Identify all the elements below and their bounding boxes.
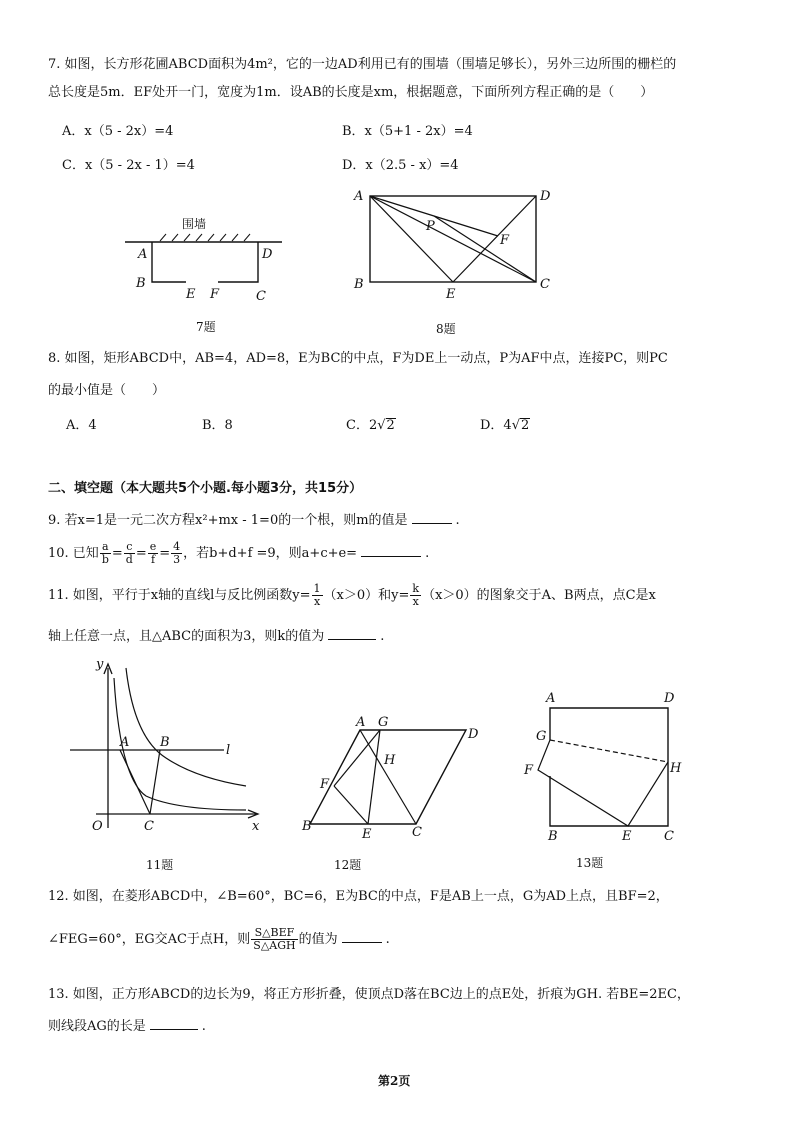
fig7-label-f: F [210,287,220,302]
q13-line1: 13. 如图，正方形ABCD的边长为9，将正方形折叠，使顶点D落在BC边上的点E处，折痕为GH. 若BE=2EC， [48,987,690,1002]
q12-line2: ∠FEG=60°，EG交AC于点H，则 $\frac{\text{S△BEF}}{\text{S△AGH}}$ 的值为 . [48,926,390,952]
q11-frac-1x: $\frac{1}{x}$ [313,582,321,608]
fig11-label-c: C [144,819,154,834]
fig7-label-e: E [186,287,196,302]
fig12-label-b: B [302,819,312,834]
q9-line: 9. 若x=1是一元二次方程x²+mx - 1=0的一个根，则m的值是 . [48,513,460,528]
fig7-label-d: D [262,247,273,262]
fig11-label-b: B [160,735,170,750]
fig8-label-f: F [500,233,510,248]
page-number: 第2页 [378,1074,411,1088]
q7-option-c: C．x（5 - 2x - 1）=4 [62,158,195,173]
fig7-label-c: C [256,289,266,304]
q8-line2: 的最小值是（ ） [48,383,166,398]
fig12-label-c: C [412,825,422,840]
fig13-label-b: B [548,829,558,844]
section-fill-in-title: 二、填空题（本大题共5个小题.每小题3分，共15分） [48,481,363,496]
fig12-label-e: E [362,827,372,842]
q12-line1: 12. 如图，在菱形ABCD中，∠B=60°，BC=6，E为BC的中点，F是AB上一点，G为AD上点，且BF=2， [48,889,669,904]
fig13-label-e: E [622,829,632,844]
q11-line2: 轴上任意一点，且△ABC的面积为3，则k的值为 . [48,629,385,644]
q13-line2: 则线段AG的长是 . [48,1019,206,1034]
fig12-label-g: G [378,715,389,730]
q13-answer-blank[interactable] [150,1029,198,1030]
fig8-label-e: E [446,287,456,302]
fig13-label-f: F [524,763,534,778]
q7-option-d: D．x（2.5 - x）=4 [342,158,459,173]
q12-area-ratio: $\frac{\text{S△BEF}}{\text{S△AGH}}$ [253,926,296,952]
fig13-label-a: A [546,691,556,706]
caption-q7: 7题 [196,320,216,334]
q8-option-c: C．2√2 [346,418,395,433]
caption-q11: 11题 [146,858,174,872]
q7-option-a: A．x（5 - 2x）=4 [62,124,174,139]
fig7-label-a: A [138,247,148,262]
fig8-label-b: B [354,277,364,292]
fig12-label-a: A [356,715,366,730]
q8-line1: 8. 如图，矩形ABCD中，AB=4，AD=8，E为BC的中点，F为DE上一动点，P为AF中点，连接PC，则PC [48,351,668,366]
q7-line2: 总长度是5m．EF处开一门，宽度为1m．设AB的长度是xm，根据题意，下面所列方程正确的是（ ） [48,85,654,100]
q10-frac-cd: $\frac{c}{d}$ [125,540,133,566]
fig12-label-h: H [384,753,396,768]
q10-frac-value: $\frac{4}{3}$ [173,540,181,566]
figure-q12 [300,712,500,842]
fig11-label-o: O [92,819,103,834]
caption-q13: 13题 [576,856,604,870]
q10-line: 10. 已知 $\frac{a}{b}$ = $\frac{c}{d}$ = $\frac{e}{f}$ = $\frac{4}{3}$ ，若b+d+f =9，则a+c+e= . [48,540,430,566]
q10-frac-ab: $\frac{a}{b}$ [101,540,109,566]
fig8-label-a: A [354,189,364,204]
fig11-label-y: y [96,657,104,672]
fig13-label-h: H [670,761,682,776]
fig7-wall-label: 围墙 [182,217,207,231]
fig11-label-l: l [226,743,231,758]
figure-q8 [350,186,560,306]
fig8-label-c: C [540,277,550,292]
fig13-label-g: G [536,729,547,744]
fig8-label-p: P [426,219,435,234]
q11-answer-blank[interactable] [328,639,376,640]
q8-option-b: B．8 [202,418,233,433]
q7-line1: 7. 如图，长方形花圃ABCD面积为4m²，它的一边AD利用已有的围墙（围墙足够长），另外三边所围的栅栏的 [48,57,677,72]
fig12-label-d: D [468,727,479,742]
fig13-label-c: C [664,829,674,844]
caption-q8: 8题 [436,322,456,336]
q11-line1: 11. 如图，平行于x轴的直线l与反比例函数y= $\frac{1}{x}$ （x＞0）和y= $\frac{k}{x}$ （x＞0）的图象交于A、B两点，点C是x [48,582,656,608]
figure-q11 [86,658,266,838]
figure-q13 [520,690,700,844]
q8-option-d: D．4√2 [480,418,530,433]
caption-q12: 12题 [334,858,362,872]
fig11-label-a: A [120,735,130,750]
q10-frac-ef: $\frac{e}{f}$ [149,540,157,566]
fig12-label-f: F [320,777,330,792]
q11-frac-kx: $\frac{k}{x}$ [412,582,420,608]
q9-answer-blank[interactable] [412,523,452,524]
fig11-label-x: x [252,819,260,834]
fig8-label-d: D [540,189,551,204]
q8-option-a: A．4 [66,418,97,433]
q10-answer-blank[interactable] [361,556,421,557]
figure-q7 [120,210,290,310]
fig13-label-d: D [664,691,675,706]
q7-option-b: B．x（5+1 - 2x）=4 [342,124,473,139]
fig7-label-b: B [136,276,146,291]
q12-answer-blank[interactable] [342,942,382,943]
